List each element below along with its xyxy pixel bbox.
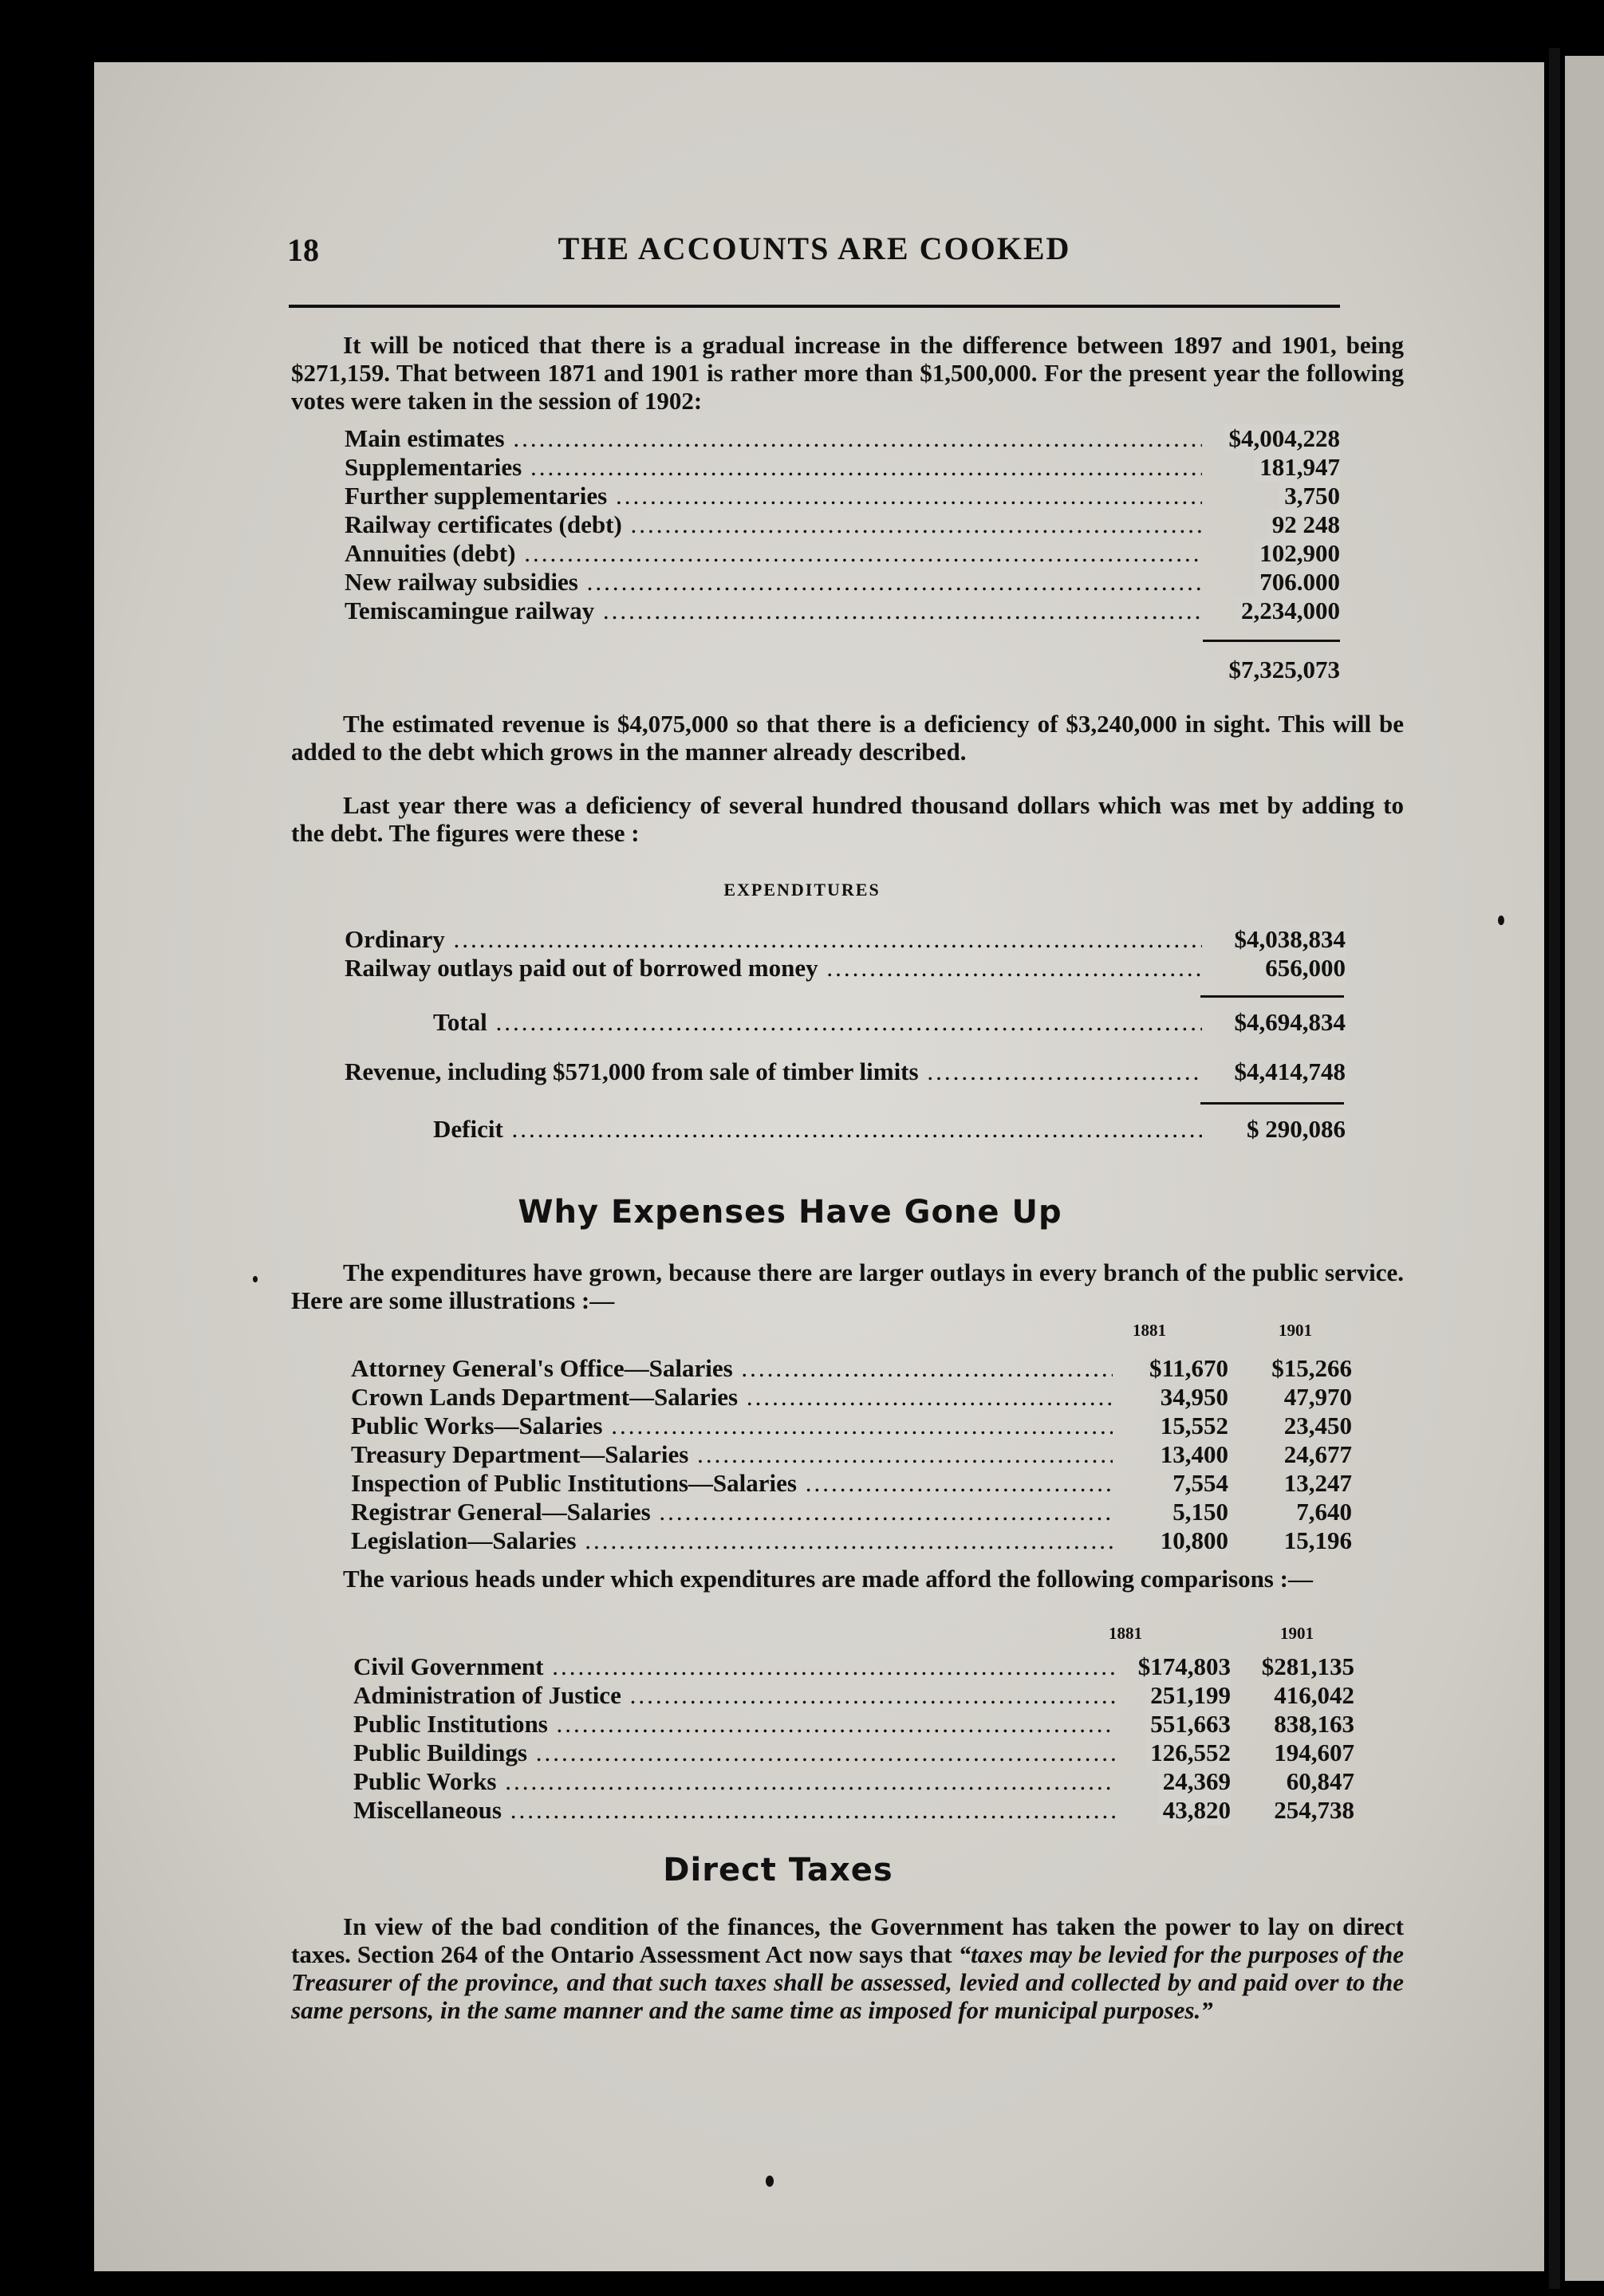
assessment-act-quote: “taxes may be levied for the purposes of the Treasurer of the province, and that such taxes shall be assessed, levied and collected by and paid over to the same persons, in the same manner and the same time as imposed for municipal purposes.” bbox=[291, 1940, 1404, 2024]
value-1881: 126,552 bbox=[1145, 1739, 1231, 1767]
value-1901: 24,677 bbox=[1283, 1440, 1352, 1468]
heads-paragraph: The various heads under which expenditures are made afford the following comparisons :— bbox=[343, 1565, 1313, 1593]
expenditures-heading: EXPENDITURES bbox=[723, 880, 881, 900]
row-amount: 102,900 bbox=[1255, 539, 1340, 568]
value-1881: 251,199 bbox=[1145, 1681, 1231, 1710]
comparison-row bbox=[353, 1652, 1354, 1681]
ledger-row bbox=[345, 453, 1346, 482]
value-1881: 10,800 bbox=[1156, 1526, 1228, 1555]
row-amount: 2,234,000 bbox=[1236, 597, 1340, 625]
votes-total-amount: $7,325,073 bbox=[1228, 656, 1340, 683]
row-amount: 181,947 bbox=[1255, 453, 1340, 482]
row-label: Railway outlays paid out of borrowed money ..... bbox=[345, 954, 1202, 983]
direct-taxes-lead: In view of the bad condition of the finances, the Government has taken the power to lay on direct taxes. Section 264 of the Ontario Assessment Act now says that bbox=[291, 1912, 1404, 1968]
deficit-row bbox=[433, 1115, 1346, 1144]
row-label: Public Institutions ..... bbox=[353, 1710, 1115, 1739]
row-label: Civil Government ..... bbox=[353, 1652, 1115, 1681]
row-label: Further supplementaries ..... bbox=[345, 482, 1202, 510]
why-expenses-title: Why Expenses Have Gone Up bbox=[518, 1194, 1062, 1231]
comparison-row bbox=[351, 1412, 1352, 1440]
value-1881: 551,663 bbox=[1145, 1710, 1231, 1739]
revenue-label: Revenue, including $571,000 from sale of timber limits ..... bbox=[345, 1057, 1202, 1086]
ledger-row bbox=[345, 510, 1346, 539]
value-1901: 7,640 bbox=[1296, 1498, 1352, 1526]
row-label: Crown Lands Department—Salaries ..... bbox=[351, 1383, 1113, 1412]
page-gutter bbox=[1549, 48, 1560, 2289]
direct-taxes-paragraph bbox=[291, 1912, 1404, 2024]
comparison-row bbox=[351, 1354, 1352, 1383]
row-label: Administration of Justice ..... bbox=[353, 1681, 1115, 1710]
total-label: Total ..... bbox=[433, 1008, 1202, 1037]
deficit-rule bbox=[1200, 1102, 1344, 1105]
adjacent-page-edge bbox=[1565, 56, 1604, 2281]
expenditures-sum-rule bbox=[1200, 995, 1344, 998]
row-label: New railway subsidies ..... bbox=[345, 568, 1202, 597]
comparison-row bbox=[351, 1469, 1352, 1498]
row-label: Temiscamingue railway ..... bbox=[345, 597, 1202, 625]
why-col-1881: 1881 bbox=[1133, 1321, 1166, 1340]
value-1901: 23,450 bbox=[1283, 1412, 1352, 1439]
value-1881: 15,552 bbox=[1156, 1412, 1228, 1440]
comparison-row bbox=[353, 1796, 1354, 1825]
value-1901: $15,266 bbox=[1271, 1354, 1352, 1382]
row-label: Ordinary ..... bbox=[345, 925, 1202, 954]
row-amount: 92 248 bbox=[1267, 510, 1340, 539]
ledger-row bbox=[345, 954, 1346, 983]
value-1881: $174,803 bbox=[1133, 1652, 1231, 1681]
ledger-row bbox=[345, 424, 1346, 453]
value-1901: 416,042 bbox=[1274, 1681, 1354, 1709]
salaries-table bbox=[351, 1354, 1352, 1555]
value-1901: 194,607 bbox=[1274, 1739, 1354, 1766]
value-1901: 15,196 bbox=[1283, 1526, 1352, 1554]
comparison-row bbox=[353, 1739, 1354, 1767]
row-label: Railway certificates (debt) ..... bbox=[345, 510, 1202, 539]
ink-speck bbox=[766, 2176, 774, 2187]
ledger-row bbox=[345, 568, 1346, 597]
value-1901: 254,738 bbox=[1274, 1796, 1354, 1824]
value-1881: 34,950 bbox=[1156, 1383, 1228, 1412]
heads-col-1901: 1901 bbox=[1280, 1624, 1314, 1643]
value-1881: 13,400 bbox=[1156, 1440, 1228, 1469]
row-amount: 706.000 bbox=[1255, 568, 1340, 597]
row-label: Legislation—Salaries ..... bbox=[351, 1526, 1113, 1555]
votes-sum-rule bbox=[1203, 640, 1340, 642]
value-1881: 43,820 bbox=[1158, 1796, 1231, 1825]
ledger-row bbox=[345, 597, 1346, 625]
comparison-row bbox=[351, 1498, 1352, 1526]
heads-col-1881: 1881 bbox=[1109, 1624, 1142, 1643]
row-amount: $4,038,834 bbox=[1230, 925, 1346, 954]
value-1901: $281,135 bbox=[1261, 1652, 1354, 1680]
value-1901: 838,163 bbox=[1274, 1710, 1354, 1738]
comparison-row bbox=[351, 1440, 1352, 1469]
why-expenses-paragraph: The expenditures have grown, because there are larger outlays in every branch of the public service. Here are some illustrations :— bbox=[291, 1258, 1404, 1314]
total-amount: $4,694,834 bbox=[1230, 1008, 1346, 1037]
deficit-label: Deficit ..... bbox=[433, 1115, 1202, 1144]
comparison-row bbox=[353, 1710, 1354, 1739]
row-label: Annuities (debt) ..... bbox=[345, 539, 1202, 568]
row-amount: 3,750 bbox=[1279, 482, 1340, 510]
ledger-row bbox=[345, 482, 1346, 510]
row-label: Inspection of Public Institutions—Salaries ..... bbox=[351, 1469, 1113, 1498]
page-header bbox=[287, 230, 1342, 268]
row-label: Treasury Department—Salaries ..... bbox=[351, 1440, 1113, 1469]
row-label: Public Buildings ..... bbox=[353, 1739, 1115, 1767]
row-label: Public Works ..... bbox=[353, 1767, 1115, 1796]
votes-list bbox=[345, 424, 1346, 625]
votes-total-row bbox=[345, 656, 1346, 684]
ledger-row bbox=[345, 539, 1346, 568]
ledger-row bbox=[345, 925, 1346, 954]
value-1901: 60,847 bbox=[1286, 1767, 1354, 1795]
row-label: Main estimates ..... bbox=[345, 424, 1202, 453]
page-number: 18 bbox=[287, 232, 319, 268]
comparison-row bbox=[353, 1681, 1354, 1710]
comparison-row bbox=[351, 1383, 1352, 1412]
value-1881: 7,554 bbox=[1168, 1469, 1228, 1498]
value-1881: 5,150 bbox=[1168, 1498, 1228, 1526]
comparison-row bbox=[351, 1526, 1352, 1555]
last-year-paragraph: Last year there was a deficiency of several hundred thousand dollars which was met by adding to the debt. The figures were these : bbox=[291, 791, 1404, 847]
row-label: Public Works—Salaries ..... bbox=[351, 1412, 1113, 1440]
expenditures-list bbox=[345, 925, 1346, 983]
row-label: Miscellaneous ..... bbox=[353, 1796, 1115, 1825]
ink-speck bbox=[253, 1276, 258, 1282]
deficiency-paragraph: The estimated revenue is $4,075,000 so that there is a deficiency of $3,240,000 in sight. This will be added to the debt which grows in the manner already described. bbox=[291, 710, 1404, 766]
deficit-amount: $ 290,086 bbox=[1242, 1115, 1346, 1144]
direct-taxes-title: Direct Taxes bbox=[663, 1852, 893, 1888]
header-rule bbox=[289, 305, 1340, 308]
value-1901: 13,247 bbox=[1283, 1469, 1352, 1497]
revenue-amount: $4,414,748 bbox=[1230, 1057, 1346, 1086]
ink-speck bbox=[1498, 916, 1504, 925]
row-amount: $4,004,228 bbox=[1224, 424, 1341, 453]
value-1881: 24,369 bbox=[1158, 1767, 1231, 1796]
row-amount: 656,000 bbox=[1260, 954, 1346, 983]
heads-table bbox=[353, 1652, 1354, 1825]
expenditures-total-row bbox=[433, 1008, 1346, 1037]
value-1901: 47,970 bbox=[1283, 1383, 1352, 1411]
comparison-row bbox=[353, 1767, 1354, 1796]
why-col-1901: 1901 bbox=[1279, 1321, 1312, 1340]
running-title: THE ACCOUNTS ARE COOKED bbox=[558, 230, 1071, 266]
row-label: Attorney General's Office—Salaries ..... bbox=[351, 1354, 1113, 1383]
row-label: Registrar General—Salaries ..... bbox=[351, 1498, 1113, 1526]
revenue-row bbox=[345, 1057, 1346, 1086]
value-1881: $11,670 bbox=[1145, 1354, 1228, 1383]
row-label: Supplementaries ..... bbox=[345, 453, 1202, 482]
intro-paragraph: It will be noticed that there is a gradual increase in the difference between 1897 and 1901, being $271,159. That between 1871 and 1901 is rather more than $1,500,000. For the present year the following votes were taken in the session of 1902: bbox=[291, 331, 1404, 415]
